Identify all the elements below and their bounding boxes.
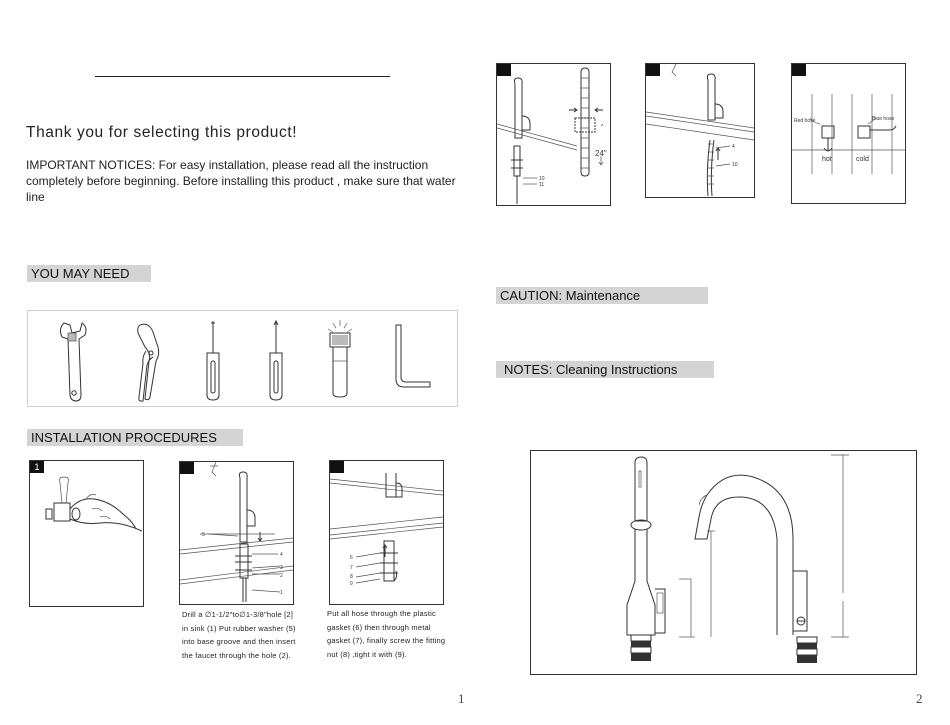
step-1-panel xyxy=(29,460,144,607)
label-3: 3 xyxy=(280,565,283,571)
adjustable-wrench-icon xyxy=(60,323,86,401)
red-hose-label: Red hose xyxy=(794,118,816,124)
label-24-inch: 24" xyxy=(595,149,607,158)
label-2: 2 xyxy=(280,573,283,579)
step-2-badge xyxy=(180,462,194,474)
step-4-panel xyxy=(496,63,611,206)
you-may-need-heading: YOU MAY NEED xyxy=(27,265,151,282)
step-6-panel xyxy=(791,63,906,204)
label-5: 5 xyxy=(202,532,205,538)
notes-heading: NOTES: Cleaning Instructions xyxy=(496,361,714,378)
installation-procedures-heading: INSTALLATION PROCEDURES xyxy=(27,429,243,446)
step-3-badge xyxy=(330,461,344,473)
gasket-and-nut-illustration xyxy=(330,473,443,587)
hot-cold-supply-illustration xyxy=(792,94,905,174)
faucet-front-view xyxy=(695,475,817,663)
step-4-badge xyxy=(497,64,511,76)
label-8: 8 xyxy=(350,574,353,580)
label-4-right: 4 xyxy=(732,144,735,150)
tools-box xyxy=(27,310,458,407)
step-3-panel xyxy=(329,460,444,605)
label-1: 1 xyxy=(280,590,283,596)
hose-routing-illustration xyxy=(646,64,754,196)
label-6: 6 xyxy=(350,555,353,561)
step-5-panel xyxy=(645,63,755,198)
faucet-mounting-illustration xyxy=(180,462,293,602)
hose-connection-illustration xyxy=(497,68,607,204)
step-1-badge: 1 xyxy=(30,461,44,473)
page-number-2: 2 xyxy=(916,691,923,706)
step-6-badge xyxy=(792,64,806,76)
label-10-right: 10 xyxy=(732,162,738,168)
dimension-lines xyxy=(679,455,849,637)
label-11: 11 xyxy=(539,182,545,188)
hot-label: hot xyxy=(822,156,832,163)
step-2-caption: Drill a ∅1-1/2"to∅1-3/8"hole [2] in sink (1) Put rubber washer (5) into base groove and then insert the faucet through the hole (2). xyxy=(182,610,296,660)
hand-installing-faucet-illustration xyxy=(46,477,142,531)
title-rule xyxy=(95,76,390,77)
blue-hose-label: Blue hose xyxy=(872,116,895,122)
step-3-caption: Put all hose through the plastic gasket (6) then through metal gasket (7), finally screw the fitting nut (8) ,tight it with (9). xyxy=(327,609,446,659)
page-number-1: 1 xyxy=(458,691,465,706)
hex-key-icon xyxy=(396,325,430,387)
label-10: 10 xyxy=(539,176,545,182)
caution-heading: CAUTION: Maintenance xyxy=(496,287,708,304)
flashlight-icon xyxy=(328,320,352,397)
important-notice: IMPORTANT NOTICES: For easy installation, please read all the instruction completely before beginning. Before installing this product , make sure that water line xyxy=(26,158,456,204)
step-5-badge xyxy=(646,64,660,76)
faucet-dimension-drawing xyxy=(530,450,917,675)
thank-you-heading: Thank you for selecting this product! xyxy=(26,124,298,141)
label-9: 9 xyxy=(350,581,353,587)
cold-label: cold xyxy=(856,156,869,163)
faucet-side-view xyxy=(627,457,665,661)
step-2-panel xyxy=(179,461,294,605)
pliers-icon xyxy=(138,324,159,401)
label-7: 7 xyxy=(350,565,353,571)
phillips-screwdriver-icon xyxy=(270,321,282,400)
label-4: 4 xyxy=(280,552,283,558)
flat-screwdriver-icon xyxy=(207,321,219,400)
